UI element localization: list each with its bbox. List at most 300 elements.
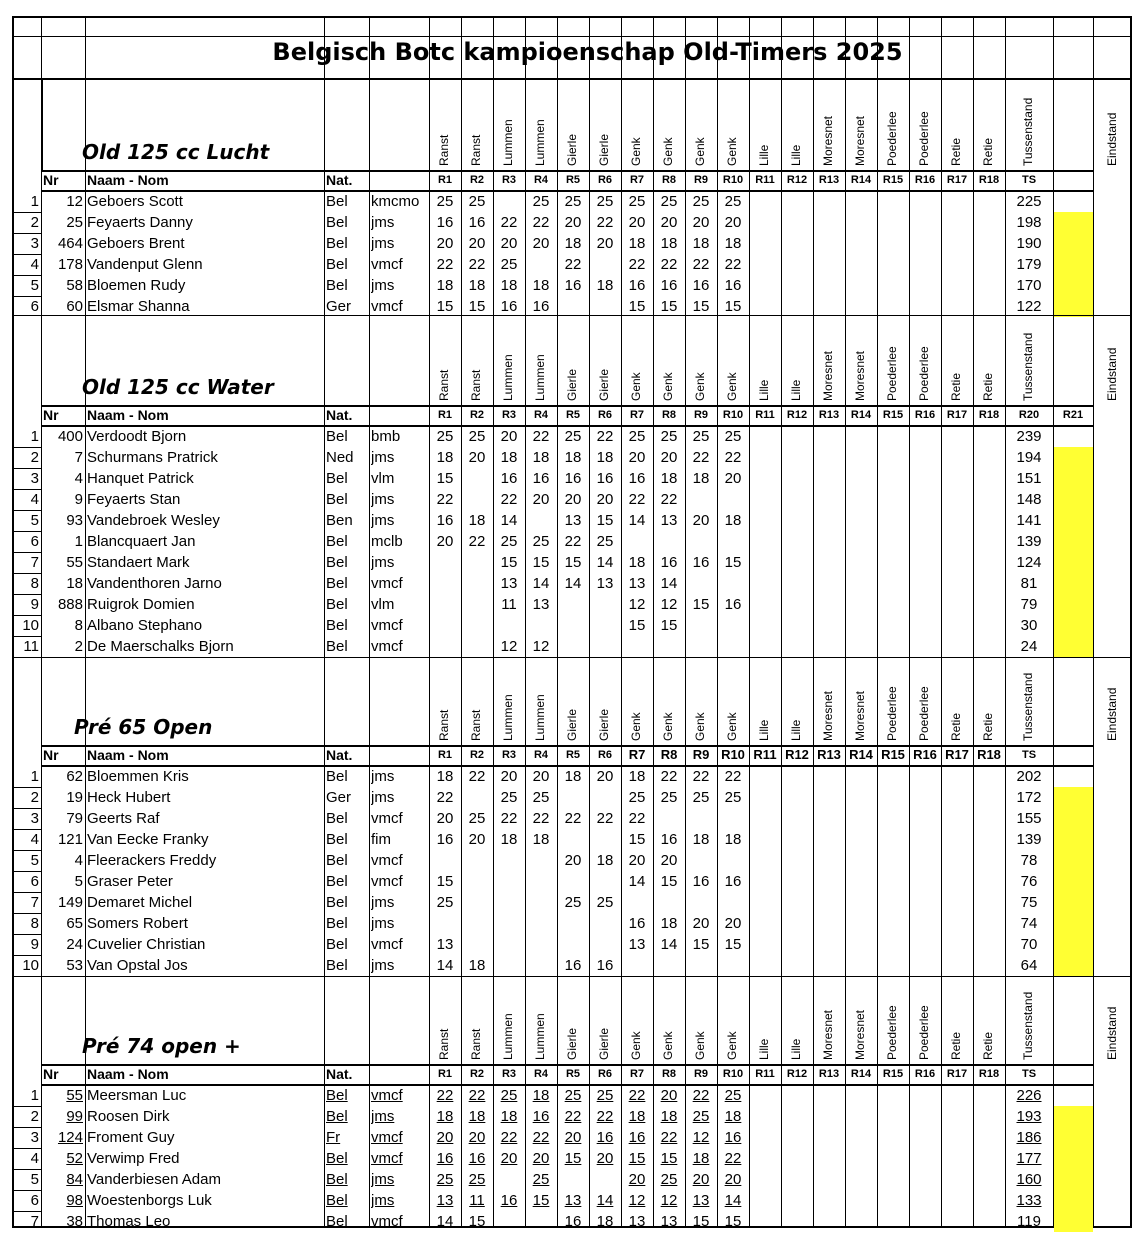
round-score: 15 xyxy=(628,831,646,848)
header-round: R1 xyxy=(437,1068,453,1080)
round-score: 15 xyxy=(724,1213,742,1230)
header-nat: Nat. xyxy=(326,172,353,188)
grid-column-line xyxy=(717,18,718,1226)
total-score: 79 xyxy=(1020,596,1038,613)
round-score: 20 xyxy=(564,852,582,869)
round-score: 22 xyxy=(628,810,646,827)
round-score: 15 xyxy=(692,936,710,953)
round-score: 22 xyxy=(532,810,550,827)
rider-nationality: Bel xyxy=(326,768,348,785)
round-score: 14 xyxy=(436,1213,454,1230)
round-score: 16 xyxy=(532,470,550,487)
rider-number: 38 xyxy=(66,1213,83,1230)
rider-name: Heck Hubert xyxy=(87,789,171,806)
round-score: 22 xyxy=(628,1087,646,1104)
round-score: 15 xyxy=(532,1192,550,1209)
round-score: 20 xyxy=(660,214,678,231)
row-position: 5 xyxy=(30,852,39,869)
header-round: R15 xyxy=(882,409,904,421)
row-position: 10 xyxy=(22,617,39,634)
total-score: 202 xyxy=(1016,768,1042,785)
row-position: 6 xyxy=(30,533,39,550)
round-score: 25 xyxy=(660,193,678,210)
header-nr: Nr xyxy=(43,407,59,423)
round-score: 15 xyxy=(532,554,550,571)
round-score: 20 xyxy=(468,1129,486,1146)
round-score: 22 xyxy=(628,491,646,508)
round-score: 22 xyxy=(692,256,710,273)
round-score: 16 xyxy=(564,277,582,294)
round-score: 18 xyxy=(692,1150,710,1167)
round-score: 22 xyxy=(596,1108,614,1125)
row-position: 9 xyxy=(30,936,39,953)
rider-club: jms xyxy=(371,512,395,529)
round-score: 13 xyxy=(532,596,550,613)
round-score: 16 xyxy=(532,1108,550,1125)
rider-name: Fleerackers Freddy xyxy=(87,852,217,869)
header-round: R15 xyxy=(881,747,905,762)
rider-club: vmcf xyxy=(371,873,403,890)
round-score: 13 xyxy=(500,575,518,592)
round-score: 18 xyxy=(724,1108,742,1125)
round-score: 18 xyxy=(692,831,710,848)
round-score: 25 xyxy=(692,193,710,210)
round-score: 20 xyxy=(628,214,646,231)
round-score: 20 xyxy=(500,428,518,445)
header-round: R8 xyxy=(661,1068,677,1080)
grid-column-line xyxy=(1093,18,1094,1226)
round-score: 22 xyxy=(500,214,518,231)
header-nat: Nat. xyxy=(326,407,353,423)
rider-name: Demaret Michel xyxy=(87,894,193,911)
round-score: 18 xyxy=(468,512,486,529)
round-score: 22 xyxy=(468,533,486,550)
grid-column-line xyxy=(525,18,526,1226)
header-round: R2 xyxy=(469,749,485,761)
row-position: 1 xyxy=(30,1087,39,1104)
total-score: 198 xyxy=(1016,214,1042,231)
round-score: 12 xyxy=(660,1192,678,1209)
round-score: 18 xyxy=(564,449,582,466)
grid-column-line xyxy=(1005,18,1006,1226)
header-ts: TS xyxy=(1021,1068,1037,1080)
rider-nationality: Bel xyxy=(326,214,348,231)
final-standing-highlight xyxy=(1054,447,1093,657)
round-score: 18 xyxy=(532,831,550,848)
round-score: 18 xyxy=(628,768,646,785)
grid-column-line xyxy=(621,18,622,1226)
grid-column-line xyxy=(909,18,910,1226)
header-round: R16 xyxy=(914,409,936,421)
rider-nationality: Bel xyxy=(326,235,348,252)
header-round: R8 xyxy=(661,174,677,186)
round-score: 12 xyxy=(660,596,678,613)
round-score: 15 xyxy=(724,298,742,315)
grid-column-line xyxy=(429,18,430,1226)
round-score: 16 xyxy=(468,214,486,231)
header-last: R21 xyxy=(1062,409,1084,421)
rider-club: vmcf xyxy=(371,638,403,655)
round-score: 22 xyxy=(596,810,614,827)
round-score: 18 xyxy=(596,449,614,466)
rider-number: 98 xyxy=(66,1192,83,1209)
round-score: 14 xyxy=(436,957,454,974)
rider-club: jms xyxy=(371,957,395,974)
rider-club: vmcf xyxy=(371,936,403,953)
total-score: 64 xyxy=(1020,957,1038,974)
rider-number: 5 xyxy=(74,873,83,890)
header-round: R9 xyxy=(692,747,710,762)
rider-name: Vandenthoren Jarno xyxy=(87,575,222,592)
round-score: 15 xyxy=(724,936,742,953)
rider-number: 55 xyxy=(66,554,83,571)
round-score: 18 xyxy=(660,470,678,487)
round-score: 18 xyxy=(436,768,454,785)
header-round: R14 xyxy=(850,409,872,421)
round-score: 22 xyxy=(436,491,454,508)
header-name: Naam - Nom xyxy=(87,407,169,423)
rider-club: jms xyxy=(371,1108,395,1125)
round-score: 18 xyxy=(660,915,678,932)
total-score: 160 xyxy=(1016,1171,1042,1188)
header-round: R9 xyxy=(693,409,709,421)
round-score: 22 xyxy=(564,256,582,273)
round-score: 20 xyxy=(500,768,518,785)
round-score: 22 xyxy=(596,214,614,231)
total-score: 239 xyxy=(1016,428,1042,445)
header-round: R13 xyxy=(817,747,841,762)
round-score: 18 xyxy=(628,1108,646,1125)
round-score: 22 xyxy=(532,428,550,445)
rider-club: mclb xyxy=(371,533,403,550)
rider-name: Geboers Brent xyxy=(87,235,185,252)
row-position: 2 xyxy=(30,789,39,806)
round-score: 18 xyxy=(596,277,614,294)
round-score: 22 xyxy=(436,1087,454,1104)
header-round: R8 xyxy=(660,747,678,762)
round-score: 14 xyxy=(724,1192,742,1209)
round-score: 20 xyxy=(660,1087,678,1104)
header-round: R7 xyxy=(629,409,645,421)
round-score: 20 xyxy=(468,449,486,466)
grid-line xyxy=(14,657,1130,658)
round-score: 20 xyxy=(628,1171,646,1188)
round-score: 15 xyxy=(564,1150,582,1167)
grid-column-line xyxy=(557,18,558,1226)
header-round: R7 xyxy=(629,174,645,186)
total-score: 24 xyxy=(1020,638,1038,655)
round-score: 13 xyxy=(628,1213,646,1230)
round-score: 15 xyxy=(436,470,454,487)
rider-nationality: Bel xyxy=(326,470,348,487)
rider-name: Woestenborgs Luk xyxy=(87,1192,212,1209)
rider-number: 2 xyxy=(74,638,83,655)
round-score: 22 xyxy=(660,256,678,273)
header-round: R14 xyxy=(849,747,873,762)
rider-nationality: Bel xyxy=(326,873,348,890)
round-score: 25 xyxy=(596,193,614,210)
total-score: 148 xyxy=(1016,491,1042,508)
round-score: 22 xyxy=(468,768,486,785)
round-score: 22 xyxy=(692,1087,710,1104)
final-standing-highlight xyxy=(1054,212,1093,317)
round-score: 18 xyxy=(500,831,518,848)
section-title: Old 125 cc Lucht xyxy=(82,140,270,164)
round-score: 25 xyxy=(692,1108,710,1125)
round-score: 25 xyxy=(596,533,614,550)
round-score: 18 xyxy=(628,235,646,252)
header-ts: TS xyxy=(1021,749,1037,761)
round-score: 20 xyxy=(500,1150,518,1167)
rider-number: 149 xyxy=(57,894,83,911)
header-round: R3 xyxy=(501,749,517,761)
round-score: 22 xyxy=(436,256,454,273)
row-position: 3 xyxy=(30,235,39,252)
round-score: 18 xyxy=(724,831,742,848)
round-score: 20 xyxy=(436,1129,454,1146)
round-score: 22 xyxy=(724,768,742,785)
round-score: 16 xyxy=(436,831,454,848)
rider-club: jms xyxy=(371,1171,395,1188)
total-score: 179 xyxy=(1016,256,1042,273)
header-round: R9 xyxy=(693,174,709,186)
round-score: 18 xyxy=(596,1213,614,1230)
round-score: 22 xyxy=(660,768,678,785)
rider-number: 178 xyxy=(57,256,83,273)
round-score: 22 xyxy=(500,491,518,508)
round-score: 15 xyxy=(660,298,678,315)
round-score: 20 xyxy=(468,831,486,848)
round-score: 25 xyxy=(596,1087,614,1104)
round-score: 22 xyxy=(532,1129,550,1146)
round-score: 25 xyxy=(500,256,518,273)
rider-number: 62 xyxy=(66,768,83,785)
row-position: 7 xyxy=(30,894,39,911)
total-score: 30 xyxy=(1020,617,1038,634)
round-score: 14 xyxy=(596,1192,614,1209)
header-round: R2 xyxy=(469,174,485,186)
round-score: 25 xyxy=(532,1171,550,1188)
rider-number: 12 xyxy=(66,193,83,210)
round-score: 16 xyxy=(436,1150,454,1167)
round-score: 25 xyxy=(468,428,486,445)
rider-name: Froment Guy xyxy=(87,1129,175,1146)
row-position: 3 xyxy=(30,1129,39,1146)
round-score: 13 xyxy=(628,575,646,592)
rider-club: jms xyxy=(371,1192,395,1209)
round-score: 18 xyxy=(500,1108,518,1125)
round-score: 11 xyxy=(469,1192,485,1209)
rider-number: 53 xyxy=(66,957,83,974)
header-round: R12 xyxy=(786,409,808,421)
header-round: R2 xyxy=(469,409,485,421)
rider-club: vmcf xyxy=(371,617,403,634)
round-score: 12 xyxy=(532,638,550,655)
round-score: 25 xyxy=(468,810,486,827)
round-score: 18 xyxy=(660,1108,678,1125)
grid-column-line xyxy=(973,18,974,1226)
grid-column-line xyxy=(41,78,43,170)
header-round: R3 xyxy=(501,174,517,186)
round-score: 25 xyxy=(724,428,742,445)
rider-number: 1 xyxy=(74,533,83,550)
rider-name: Blancquaert Jan xyxy=(87,533,196,550)
round-score: 16 xyxy=(628,915,646,932)
header-round: R12 xyxy=(786,1068,808,1080)
row-position: 2 xyxy=(30,449,39,466)
round-score: 18 xyxy=(724,512,742,529)
rider-nationality: Bel xyxy=(326,193,348,210)
round-score: 25 xyxy=(660,1171,678,1188)
rider-name: Somers Robert xyxy=(87,915,188,932)
rider-name: Ruigrok Domien xyxy=(87,596,195,613)
header-round: R11 xyxy=(755,1068,775,1080)
round-score: 16 xyxy=(660,554,678,571)
rider-name: Bloemmen Kris xyxy=(87,768,189,785)
round-score: 20 xyxy=(628,852,646,869)
round-score: 12 xyxy=(628,1192,646,1209)
header-round: R13 xyxy=(818,1068,840,1080)
rider-number: 888 xyxy=(57,596,83,613)
round-score: 16 xyxy=(564,1213,582,1230)
section-title: Old 125 cc Water xyxy=(82,375,274,399)
rider-number: 52 xyxy=(66,1150,83,1167)
round-score: 18 xyxy=(596,852,614,869)
round-score: 20 xyxy=(596,235,614,252)
round-score: 22 xyxy=(660,491,678,508)
total-score: 170 xyxy=(1016,277,1042,294)
round-score: 18 xyxy=(436,449,454,466)
header-round: R12 xyxy=(785,747,809,762)
total-score: 226 xyxy=(1016,1087,1042,1104)
rider-name: Cuvelier Christian xyxy=(87,936,206,953)
header-nat: Nat. xyxy=(326,747,353,763)
rider-nationality: Fr xyxy=(326,1129,341,1146)
rider-number: 60 xyxy=(66,298,83,315)
round-score: 15 xyxy=(628,298,646,315)
round-score: 16 xyxy=(692,554,710,571)
round-score: 13 xyxy=(564,512,582,529)
round-score: 16 xyxy=(660,277,678,294)
rider-number: 55 xyxy=(66,1087,83,1104)
round-score: 22 xyxy=(500,1129,518,1146)
row-position: 1 xyxy=(30,428,39,445)
round-score: 12 xyxy=(692,1129,710,1146)
round-score: 22 xyxy=(660,1129,678,1146)
rider-club: bmb xyxy=(371,428,401,445)
rider-club: jms xyxy=(371,214,395,231)
round-score: 16 xyxy=(692,873,710,890)
round-score: 18 xyxy=(468,1108,486,1125)
grid-column-line xyxy=(41,18,42,1226)
rider-number: 84 xyxy=(66,1171,83,1188)
round-score: 20 xyxy=(532,235,550,252)
round-score: 15 xyxy=(660,873,678,890)
round-score: 22 xyxy=(596,428,614,445)
rider-nationality: Bel xyxy=(326,1192,348,1209)
rider-nationality: Ned xyxy=(326,449,354,466)
header-round: R18 xyxy=(978,409,1000,421)
round-score: 14 xyxy=(564,575,582,592)
rider-nationality: Bel xyxy=(326,1108,348,1125)
round-score: 18 xyxy=(500,449,518,466)
round-score: 20 xyxy=(660,449,678,466)
round-score: 18 xyxy=(564,768,582,785)
total-score: 151 xyxy=(1016,470,1042,487)
round-score: 13 xyxy=(564,1192,582,1209)
rider-name: Elsmar Shanna xyxy=(87,298,190,315)
rider-name: Vandenput Glenn xyxy=(87,256,203,273)
page-title: Belgisch Botc kampioenschap Old-Timers 2025 xyxy=(272,38,903,66)
header-round: R1 xyxy=(437,174,453,186)
round-score: 18 xyxy=(500,277,518,294)
header-round: R3 xyxy=(501,409,517,421)
header-nr: Nr xyxy=(43,172,59,188)
header-round: R3 xyxy=(501,1068,517,1080)
row-position: 8 xyxy=(30,575,39,592)
row-position: 2 xyxy=(30,1108,39,1125)
rider-name: Verdoodt Bjorn xyxy=(87,428,187,445)
rider-club: jms xyxy=(371,554,395,571)
round-score: 22 xyxy=(692,449,710,466)
header-round: R6 xyxy=(597,174,613,186)
round-score: 18 xyxy=(628,554,646,571)
round-score: 20 xyxy=(532,768,550,785)
header-round: R13 xyxy=(818,174,840,186)
row-position: 7 xyxy=(30,554,39,571)
round-score: 18 xyxy=(692,470,710,487)
header-round: R17 xyxy=(946,409,968,421)
rider-number: 4 xyxy=(74,852,83,869)
round-score: 16 xyxy=(596,470,614,487)
rider-club: jms xyxy=(371,235,395,252)
round-score: 20 xyxy=(564,491,582,508)
round-score: 25 xyxy=(532,193,550,210)
round-score: 20 xyxy=(436,810,454,827)
round-score: 22 xyxy=(436,789,454,806)
rider-number: 9 xyxy=(74,491,83,508)
round-score: 16 xyxy=(500,1192,518,1209)
round-score: 12 xyxy=(628,596,646,613)
total-score: 141 xyxy=(1016,512,1042,529)
round-score: 18 xyxy=(468,957,486,974)
round-score: 16 xyxy=(500,298,518,315)
rider-name: Roosen Dirk xyxy=(87,1108,170,1125)
total-score: 133 xyxy=(1016,1192,1042,1209)
total-score: 194 xyxy=(1016,449,1042,466)
round-score: 15 xyxy=(660,617,678,634)
rider-nationality: Bel xyxy=(326,596,348,613)
rider-nationality: Bel xyxy=(326,575,348,592)
header-round: R10 xyxy=(722,174,744,186)
rider-club: jms xyxy=(371,768,395,785)
header-round: R2 xyxy=(469,1068,485,1080)
round-score: 25 xyxy=(596,894,614,911)
round-score: 22 xyxy=(500,810,518,827)
round-score: 15 xyxy=(692,298,710,315)
header-round: R7 xyxy=(629,1068,645,1080)
row-position: 1 xyxy=(30,193,39,210)
round-score: 16 xyxy=(468,1150,486,1167)
rider-nationality: Ben xyxy=(326,512,353,529)
rider-number: 400 xyxy=(57,428,83,445)
rider-nationality: Bel xyxy=(326,936,348,953)
total-score: 190 xyxy=(1016,235,1042,252)
standings-sheet: Belgisch Botc kampioenschap Old-Timers 2025 Ranst Ranst Lummen Lummen Gierle Gierle Genk Genk Genk Genk Lille Lille Moresnet Moresnet Poederlee Poederlee Retie Retie Tussenstand Eindstand Old 125 cc Lucht Nr Naam - Nom Nat. R1 R2 R3 R4 R5 R6 R7 R8 R9 R10 R11 R12 R13 R14 R15 R16 R17 R18 TS 1 12 Geboers Scott Bel kmcmo 25 25 25 25 25 25 25 25 25 225 2 25 Feyaerts Danny Bel jms 16 16 22 22 20 22 20 20 20 20 198 3 464 Geboers Brent Bel jms 20 20 20 20 18 20 18 18 18 18 190 4 178 Vandenput Glenn Bel vmcf 22 22 25 22 22 22 22 22 179 5 58 Bloemen Rudy Bel jms 18 18 18 18 16 18 16 16 16 16 170 6 60 Elsmar Shanna Ger vmcf 15 15 16 16 15 15 15 15 122 Ranst Ranst Lummen Lummen Gierle Gierle Genk Genk Genk Genk Lille Lille Moresnet Moresnet Poederlee Poederlee Retie Retie Tussenstand Eindstand Old 125 cc Water Nr Naam - Nom Nat. R1 R2 R3 R4 R5 R6 R7 R8 R9 R10 R11 R12 R13 R14 R15 R16 R17 R18 R20 R21 1 400 Verdoodt Bjorn Bel bmb 25 25 20 22 25 22 25 25 25 25 239 2 7 Schurmans Pratrick Ned jms 18 20 18 18 18 18 20 20 22 22 194 3 4 Hanquet Patrick Bel vlm 15 16 16 16 16 16 18 18 20 151 4 9 Feyaerts Stan Bel jms 22 22 20 20 20 22 22 148 5 93 Vandebroek Wesley Ben jms 16 18 14 13 15 14 13 20 18 141 6 1 Blancquaert Jan Bel mclb 20 22 25 25 22 25 139 7 55 Standaert Mark Bel jms 15 15 15 14 18 16 16 15 124 8 18 Vandenthoren Jarno Bel vmcf 13 14 14 13 13 14 81 9 888 Ruigrok Domien Bel vlm 11 13 12 12 15 16 79 10 8 Albano Stephano Bel vmcf 15 15 30 11 2 De Maerschalks Bjorn Bel vmcf 12 12 24 Ranst Ranst Lummen Lummen Gierle Gierle Genk Genk Genk Genk Lille Lille Moresnet Moresnet Poederlee Poederlee Retie Retie Tussenstand Eindstand Pré 65 Open Nr Naam - Nom Nat. R1 R2 R3 R4 R5 R6 R7 R8 R9 R10 R11 R12 R13 R14 R15 R16 R17 R18 TS 1 62 Bloemmen Kris Bel jms 18 22 20 20 18 20 18 22 22 22 202 2 19 Heck Hubert Ger jms 22 25 25 25 25 25 25 172 3 79 Geerts Raf Bel vmcf 20 25 22 22 22 22 22 155 4 121 Van Eecke Franky Bel fim 16 20 18 18 15 16 18 18 139 5 4 Fleerackers Freddy Bel vmcf 20 18 20 20 78 6 5 Graser Peter Bel vmcf 15 14 15 16 16 76 7 149 Demaret Michel Bel jms 25 25 25 75 8 65 Somers Robert Bel jms 16 18 20 20 74 9 24 Cuvelier Christian Bel vmcf 13 13 14 15 15 70 10 53 Van Opstal Jos Bel jms 14 18 16 16 64 Ranst Ranst Lummen Lummen Gierle Gierle Genk Genk Genk Genk Lille Lille Moresnet Moresnet Poederlee Poederlee Retie Retie Tussenstand Eindstand Pré 74 open + Nr Naam - Nom Nat. R1 R2 R3 R4 R5 R6 R7 R8 R9 R10 R11 R12 R13 R14 R15 R16 R17 R18 TS 1 55 Meersman Luc Bel vmcf 22 22 25 18 25 25 22 20 22 25 226 2 99 Roosen Dirk Bel jms 18 18 18 16 22 22 18 18 25 18 193 3 124 Froment Guy Fr vmcf 20 20 22 22 20 16 16 22 12 16 186 4 52 Verwimp Fred Bel vmcf 16 16 20 20 15 20 15 15 18 22 177 5 84 Vanderbiesen Adam Bel jms 25 25 25 20 25 20 20 160 6 98 Woestenborgs Luk Bel jms 13 11 16 15 13 14 12 12 13 14 133 7 38 Thomas Leo Bel vmcf 14 15 16 18 13 13 15 15 119 xyxy=(12,16,1132,1228)
header-round: R1 xyxy=(437,749,453,761)
rider-number: 24 xyxy=(66,936,83,953)
round-score: 25 xyxy=(724,789,742,806)
